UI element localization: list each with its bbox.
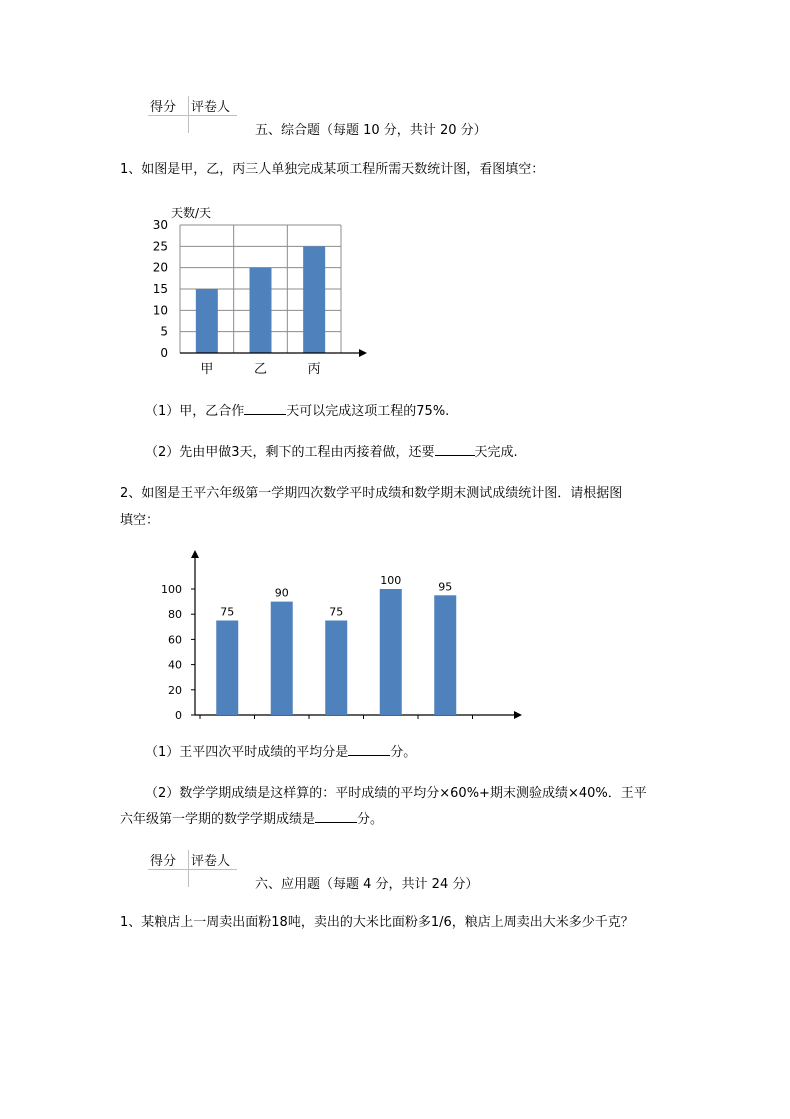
score-label: 得分 bbox=[148, 850, 189, 870]
y-tick-label: 25 bbox=[152, 239, 168, 254]
score-cell bbox=[148, 870, 189, 888]
y-axis-label: 天数/天 bbox=[171, 206, 212, 220]
sub-question-text: 天可以完成这项工程的75%. bbox=[286, 404, 450, 419]
y-tick-label: 80 bbox=[168, 608, 182, 622]
sub-question: （2）数学学期成绩是这样算的：平时成绩的平均分×60%+期末测验成绩×40%．王平 bbox=[145, 786, 647, 801]
y-tick-label: 100 bbox=[161, 583, 182, 596]
bar bbox=[303, 246, 325, 353]
y-tick-label: 15 bbox=[152, 282, 168, 296]
y-tick-label: 30 bbox=[152, 218, 168, 232]
data-label: 100 bbox=[380, 574, 402, 587]
sub-question-text: （2）先由甲做3天，剩下的工程由丙接着做，还要 bbox=[145, 445, 435, 460]
bar bbox=[196, 289, 218, 353]
sub-question-text: 分。 bbox=[390, 745, 417, 760]
question-stem: 2、如图是王平六年级第一学期四次数学平时成绩和数学期末测试成绩统计图．请根据图 bbox=[120, 486, 623, 501]
sub-question bbox=[145, 441, 518, 460]
data-label: 75 bbox=[329, 605, 344, 619]
sub-question-cont bbox=[120, 808, 383, 827]
x-axis-arrow bbox=[359, 349, 367, 357]
score-table-section6 bbox=[148, 850, 237, 887]
sub-question-text: 天完成. bbox=[474, 445, 518, 460]
answer-blank[interactable] bbox=[435, 441, 475, 456]
answer-blank[interactable] bbox=[348, 741, 390, 756]
data-label: 95 bbox=[438, 580, 453, 594]
chart-days bbox=[130, 195, 390, 385]
data-label: 75 bbox=[220, 605, 235, 619]
data-label: 90 bbox=[274, 586, 289, 600]
y-tick-label: 40 bbox=[168, 658, 182, 672]
y-tick-label: 20 bbox=[168, 683, 182, 697]
question-stem: 1、某粮店上一周卖出面粉18吨，卖出的大米比面粉多1/6，粮店上周卖出大米多少千克？ bbox=[120, 915, 634, 930]
sub-question-text: （1）王平四次平时成绩的平均分是 bbox=[145, 745, 349, 760]
bar bbox=[271, 602, 293, 715]
bar bbox=[380, 589, 402, 715]
x-tick-label: 丙 bbox=[307, 362, 321, 377]
question-stem: 1、如图是甲，乙，丙三人单独完成某项工程所需天数统计图，看图填空： bbox=[120, 162, 545, 177]
bar bbox=[325, 621, 347, 716]
y-axis-arrow bbox=[191, 550, 199, 558]
bar bbox=[434, 595, 456, 715]
section-title: 六、应用题（每题 4 分，共计 24 分） bbox=[255, 877, 479, 892]
x-axis-arrow bbox=[514, 711, 522, 719]
y-tick-label: 10 bbox=[152, 303, 168, 318]
sub-question bbox=[145, 400, 449, 419]
y-tick-label: 5 bbox=[160, 324, 168, 339]
bar bbox=[216, 621, 238, 716]
chart-scores bbox=[150, 548, 530, 728]
y-tick-label: 60 bbox=[168, 633, 182, 647]
y-tick-label: 0 bbox=[160, 346, 168, 360]
sub-question-text: （1）甲，乙合作 bbox=[145, 404, 245, 419]
y-tick-label: 0 bbox=[175, 709, 182, 722]
section-title: 五、综合题（每题 10 分，共计 20 分） bbox=[255, 123, 487, 138]
x-tick-label: 乙 bbox=[253, 362, 268, 377]
score-cell bbox=[148, 116, 189, 134]
score-label: 得分 bbox=[148, 96, 189, 116]
grader-cell bbox=[189, 116, 238, 134]
sub-question bbox=[145, 741, 416, 760]
x-tick-label: 甲 bbox=[200, 362, 214, 377]
sub-question-text: 分。 bbox=[357, 812, 384, 827]
question-stem-cont: 填空： bbox=[120, 513, 160, 528]
grader-label: 评卷人 bbox=[189, 850, 238, 870]
bar bbox=[250, 268, 272, 353]
sub-question-text: 六年级第一学期的数学学期成绩是 bbox=[120, 812, 316, 827]
grader-label: 评卷人 bbox=[189, 96, 238, 116]
score-table-section5 bbox=[148, 96, 237, 133]
grader-cell bbox=[189, 870, 238, 888]
answer-blank[interactable] bbox=[315, 808, 357, 823]
y-tick-label: 20 bbox=[152, 260, 168, 275]
answer-blank[interactable] bbox=[244, 400, 286, 415]
